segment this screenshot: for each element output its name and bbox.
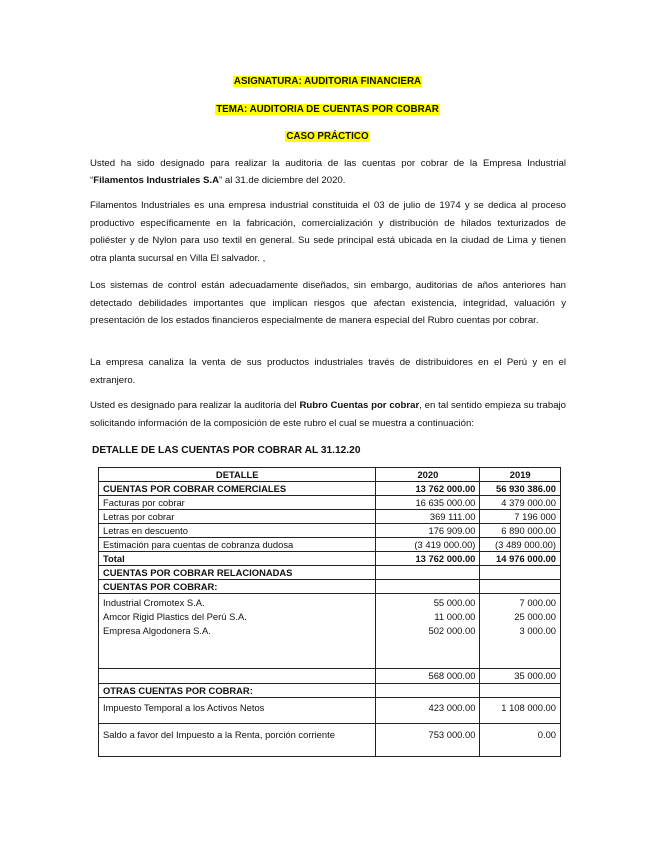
p5-bold: Rubro Cuentas por cobrar (299, 400, 420, 411)
related-values-2019 (480, 594, 561, 669)
paragraph-assignment (90, 397, 566, 432)
row-2020 (376, 566, 480, 580)
row-2020: 13 762 000.00 (376, 552, 480, 566)
table-row (99, 538, 561, 552)
row-label: Total (99, 552, 376, 566)
row-2020: (3 419 000.00) (376, 538, 480, 552)
p5-text-b: , en tal sentido empieza su trabajo solicitando información de la composición de este rubro el cual se muestra a continuación: (90, 400, 566, 429)
table-row-subtotal (99, 669, 561, 684)
table-row (99, 524, 561, 538)
table-row (99, 724, 561, 757)
row-label: CUENTAS POR COBRAR COMERCIALES (99, 482, 376, 496)
table-row (99, 698, 561, 724)
row-label: Saldo a favor del Impuesto a la Renta, porción corriente (99, 724, 376, 757)
row-2020 (376, 684, 480, 698)
related-item-label: Amcor Rigid Plastics del Perú S.A. (103, 611, 247, 622)
row-2020: 753 000.00 (376, 724, 480, 757)
p3-text: Los sistemas de control están adecuadamente diseñados, sin embargo, auditorias de años anteriores han detectado debilidades importantes que implican riesgos que afectan existencia, integridad, valuación y presentación de los estados financieros especialmente de manera especial del Rubro cuentas por cobrar. (90, 280, 566, 326)
table-row-total (99, 552, 561, 566)
row-2020: 176 909.00 (376, 524, 480, 538)
header-asignatura (0, 76, 655, 87)
table-row (99, 496, 561, 510)
row-label (99, 669, 376, 684)
row-2019: 0.00 (480, 724, 561, 757)
header-2020: 2020 (376, 468, 480, 482)
p5-text-a: Usted es designado para realizar la auditoria del (90, 400, 300, 411)
related-values-2020 (376, 594, 480, 669)
related-item-2020: 11 000.00 (434, 611, 476, 622)
row-2019 (480, 684, 561, 698)
table-row (99, 482, 561, 496)
row-2019: 14 976 000.00 (480, 552, 561, 566)
related-item-2019: 25 000.00 (514, 611, 556, 622)
row-label: Letras en descuento (99, 524, 376, 538)
row-2019: (3 489 000.00) (480, 538, 561, 552)
row-2019: 4 379 000.00 (480, 496, 561, 510)
table-header-row (99, 468, 561, 482)
table-row (99, 684, 561, 698)
row-2019: 6 890 000.00 (480, 524, 561, 538)
table-row (99, 580, 561, 594)
asignatura-title: ASIGNATURA: AUDITORIA FINANCIERA (233, 76, 422, 87)
p4-text: La empresa canaliza la venta de sus productos industriales través de distribuidores en el Perú y en el extranjero. (90, 357, 566, 386)
row-2019 (480, 566, 561, 580)
row-2019: 56 930 386.00 (480, 482, 561, 496)
tema-title: TEMA: AUDITORIA DE CUENTAS POR COBRAR (216, 104, 439, 115)
row-2020: 423 000.00 (376, 698, 480, 724)
row-2020 (376, 580, 480, 594)
related-item-2020: 502 000.00 (428, 625, 476, 636)
paragraph-company (90, 197, 566, 267)
header-caso (0, 131, 655, 142)
p1-company: Filamentos Industriales S.A (93, 175, 220, 186)
related-item-2019: 3 000.00 (519, 625, 556, 636)
row-label: Impuesto Temporal a los Activos Netos (99, 698, 376, 724)
row-label: Estimación para cuentas de cobranza dudosa (99, 538, 376, 552)
row-2020: 13 762 000.00 (376, 482, 480, 496)
p1-text-b: ” al 31.de diciembre del 2020. (219, 175, 346, 186)
paragraph-controls (90, 277, 566, 330)
related-item-label: Empresa Algodonera S.A. (103, 625, 211, 636)
caso-title: CASO PRÁCTICO (286, 131, 369, 142)
paragraph-intro (90, 155, 566, 189)
row-2019: 1 108 000.00 (480, 698, 561, 724)
row-2020: 369 111.00 (376, 510, 480, 524)
row-label: OTRAS CUENTAS POR COBRAR: (99, 684, 376, 698)
accounts-table (98, 467, 561, 757)
row-label: Facturas por cobrar (99, 496, 376, 510)
header-tema (0, 104, 655, 115)
related-labels (99, 594, 376, 669)
row-2020: 16 635 000.00 (376, 496, 480, 510)
row-label: CUENTAS POR COBRAR: (99, 580, 376, 594)
paragraph-sales (90, 354, 566, 389)
row-2019 (480, 580, 561, 594)
table-row (99, 566, 561, 580)
header-2019: 2019 (480, 468, 561, 482)
row-label: Letras por cobrar (99, 510, 376, 524)
subtotal-2020: 568 000.00 (376, 669, 480, 684)
table-row (99, 510, 561, 524)
row-2019: 7 196 000 (480, 510, 561, 524)
related-item-label: Industrial Cromotex S.A. (103, 597, 205, 608)
header-detalle: DETALLE (99, 468, 376, 482)
related-item-2019: 7 000.00 (519, 597, 556, 608)
table-row-related (99, 594, 561, 669)
subtotal-2019: 35 000.00 (480, 669, 561, 684)
p2-text: Filamentos Industriales es una empresa industrial constituida el 03 de julio de 1974 y se dedica al proceso productivo específicamente en la fabricación, comercialización y distribución de hilados texturizados de poliéster y de Nylon para uso textil en general. Su sede principal está ubicada en la ciudad de Lima y tienen otra planta sucursal en Villa El salvador. , (90, 200, 566, 264)
row-label: CUENTAS POR COBRAR RELACIONADAS (99, 566, 376, 580)
related-item-2020: 55 000.00 (433, 597, 476, 608)
table-title: DETALLE DE LAS CUENTAS POR COBRAR AL 31.12.20 (92, 445, 361, 456)
p1-text-a: Usted ha sido designado para realizar la auditoria de las cuentas por cobrar de la Empresa Industrial “ (90, 158, 566, 186)
